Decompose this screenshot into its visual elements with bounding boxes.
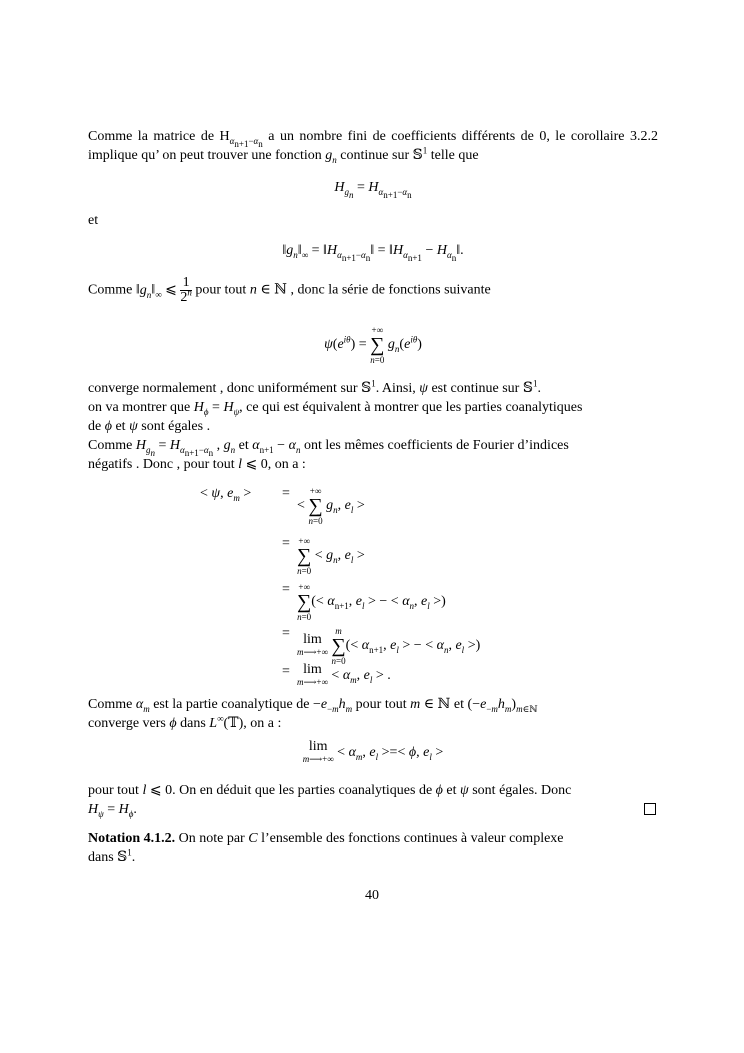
text: Comme la matrice de H xyxy=(88,129,230,144)
text: pour tout xyxy=(355,697,407,712)
text: a un nombre fini de coefficients différents de 0, le corollaire xyxy=(268,129,625,144)
qed-square-icon xyxy=(644,803,656,815)
text: de xyxy=(88,419,102,434)
notation-label: Notation 4.1.2. xyxy=(88,831,176,846)
text: Comme xyxy=(88,697,133,712)
text: pour tout xyxy=(88,783,139,798)
equation-norm: $‖g_n‖_\infty$ = $‖H_{\alpha_{n+1}-\alpha_n}‖$ = $‖H_{\alpha_{n+1}}$ − $H_{\alpha_n}‖$. xyxy=(282,243,464,263)
text: dans xyxy=(88,850,114,865)
text: dans xyxy=(180,716,206,731)
text: , ce qui est équivalent à montrer que les parties coanalytiques xyxy=(239,400,583,415)
text: ont les mêmes coefficients de Fourier d’indices xyxy=(303,438,569,453)
text: négatifs . Donc , pour tout xyxy=(88,457,235,472)
text: l’ensemble des fonctions continues à valeur complexe xyxy=(261,831,564,846)
text: et xyxy=(446,783,457,798)
text: continue sur xyxy=(340,148,410,163)
text: . On en déduit que les parties coanalytiques de xyxy=(172,783,433,798)
text: telle que xyxy=(430,148,479,163)
page-number: 40 xyxy=(365,888,379,903)
text: converge vers xyxy=(88,716,166,731)
paragraph-1: Comme la matrice de $H_{\alpha_{n+1}-\alpha_n}$ a un nombre fini de coefficients différents de 0, le corollaire 3.2.2 implique qu’ on peut trouver une fonction $g_n$ continue sur 𝕊$^1$ telle que xyxy=(88,129,659,165)
paragraph-6: Comme $\alpha_m$ est la partie coanalytique de $-e_{-m}h_m$ pour tout m ∈ ℕ et $(-e_{-m}h_m)_{m\in ℕ}$ converge vers ϕ dans L∞(𝕋), on a : xyxy=(88,697,538,731)
notation-block: Notation 4.1.2. On note par C l’ensemble des fonctions continues à valeur complexe dans 𝕊$^1$. xyxy=(88,831,564,865)
text: est continue sur xyxy=(431,381,520,396)
equation-hgn: $H_{g_n} = H_{\alpha_{n+1}-\alpha_n}$ xyxy=(334,180,412,200)
text: sont égales. Donc xyxy=(472,783,572,798)
text: 3.2.2 implique qu’ on peut trouver une fonction xyxy=(88,129,659,163)
equation-array: < ψ, $e_m$ > = < +∞ ∑ n=0 $g_n$, $e_l$ > = +∞ ∑ n=0 < $g_n$, $e_l$ > = +∞ ∑ n=0 (< $\alpha_{n+1}$, $e_l$ > − < $\alpha_n$, $e_l$ >) = lim m⟶+∞ m ∑ n=0 (< $\alpha_{n+1}$, $e_l$ > − < $\alpha_n$, $e_l$ >) = lim m⟶+∞ < $\alpha_m$, $e_l$ > . xyxy=(200,486,481,687)
text: , on a : xyxy=(267,457,306,472)
text: , on a : xyxy=(243,716,282,731)
fraction: $\frac{1}{2^n}$ xyxy=(180,275,192,305)
text: et xyxy=(115,419,126,434)
text: on va montrer que xyxy=(88,400,191,415)
paragraph-2: Comme $‖g_n‖_\infty$ ⩽ $\frac{1}{2^n}$ pour tout n ∈ ℕ , donc la série de fonctions suivante xyxy=(88,275,491,305)
text: Comme xyxy=(88,282,133,298)
text: sont égales . xyxy=(141,419,211,434)
text: . Ainsi, xyxy=(375,381,416,396)
text: converge normalement , donc uniformément sur xyxy=(88,381,358,396)
paragraph-3: converge normalement , donc uniformément sur 𝕊$^1$. Ainsi, ψ est continue sur 𝕊$^1$. on va montrer que $H_\phi = H_\psi$, ce qui est équivalent à montrer que les parties coanalytiques de ϕ et ψ sont égales . Comme $H_{g_n} = H_{\alpha_{n+1}-\alpha_n}$ , $g_n$ et $\alpha_{n+1} - \alpha_n$ ont les mêmes coefficients de Fourier d’indices négatifs . Donc , pour tout l ⩽ 0, on a : xyxy=(88,378,583,472)
text: On note par xyxy=(178,831,245,846)
word-et: et xyxy=(88,213,99,228)
text: est la partie coanalytique de xyxy=(153,697,310,712)
equation-limit: lim m⟶+∞ < $\alpha_m$, $e_l$ >=< ϕ, $e_l$ > xyxy=(302,739,444,764)
text: , donc la série de fonctions suivante xyxy=(290,282,491,298)
equation-psi: $\psi(e^{i\theta})$ = +∞ ∑ n=0 $g_n(e^{i\theta})$ xyxy=(324,325,422,365)
text: Comme xyxy=(88,438,133,453)
paragraph-7: pour tout l ⩽ 0. On en déduit que les parties coanalytiques de ϕ et ψ sont égales. Donc $H_\psi = H_\phi$. xyxy=(88,783,572,819)
text: pour tout xyxy=(195,282,247,298)
text: et xyxy=(453,697,465,712)
